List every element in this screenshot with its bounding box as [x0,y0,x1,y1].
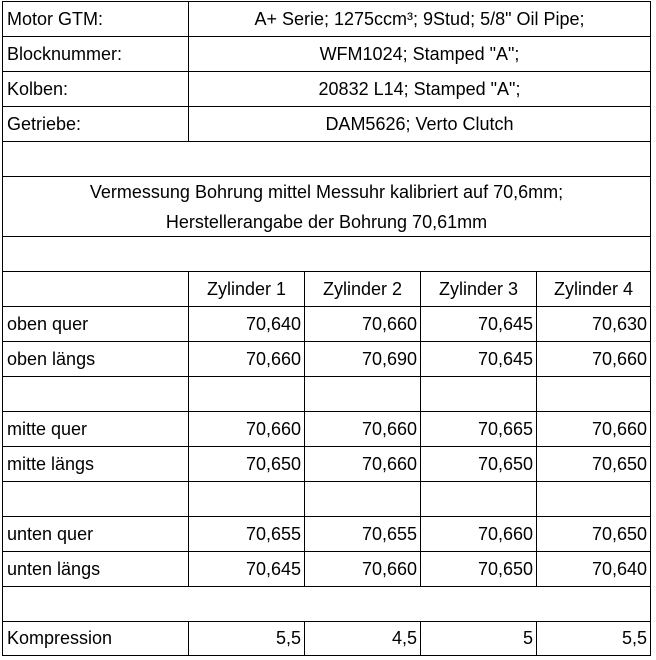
table-row [3,517,650,552]
table-row [3,342,650,377]
table-cell: 70,645 [420,342,536,376]
piston-label: Kolben: [7,78,69,99]
note-text [3,177,650,236]
empty-cell [304,482,420,516]
compression-value: 5,5 [536,622,650,655]
empty-cell [188,377,304,411]
table-cell: 70,650 [188,447,304,481]
table-row [3,552,650,587]
table-cell: 70,650 [420,552,536,586]
table-row [3,307,650,342]
table-cell: 70,640 [536,552,650,586]
motor-label: Motor GTM: [7,8,104,29]
table-cell: 70,630 [536,307,650,341]
compression-value: 5,5 [188,622,304,655]
piston-value: 20832 L14; Stamped "A"; [188,72,650,106]
table-cell: 70,660 [304,412,420,446]
table-cell: 70,660 [536,412,650,446]
empty-row [3,142,650,177]
table-cell: 70,650 [536,517,650,551]
spreadsheet [2,1,651,656]
table-cell: 70,660 [188,412,304,446]
spacer-row [3,482,650,517]
table-cell: 70,660 [304,552,420,586]
table-cell: 70,660 [536,342,650,376]
row-label: oben längs [7,348,96,369]
note-line-2: Herstellerangabe der Bohrung 70,61mm [165,211,488,232]
table-cell: 70,660 [304,307,420,341]
empty-cell [3,482,188,516]
compression-value: 5 [420,622,536,655]
column-header: Zylinder 1 [188,272,304,306]
column-header: Zylinder 2 [304,272,420,306]
compression-row [3,622,650,655]
empty-cell [420,377,536,411]
note-line-1: Vermessung Bohrung mittel Messuhr kalibriert auf 70,6mm; [89,181,564,202]
block-label: Blocknummer: [7,43,123,64]
empty-row [3,587,650,622]
table-cell: 70,660 [304,447,420,481]
note-row [3,177,650,237]
compression-label: Kompression [7,628,113,648]
motor-row [3,2,650,37]
empty-cell [188,482,304,516]
table-cell: 70,690 [304,342,420,376]
table-cell: 70,665 [420,412,536,446]
table-cell: 70,650 [420,447,536,481]
spacer-row [3,377,650,412]
gearbox-label: Getriebe: [7,113,82,134]
block-value: WFM1024; Stamped "A"; [188,37,650,71]
empty-row [3,237,650,272]
table-cell: 70,645 [420,307,536,341]
table-row [3,447,650,482]
table-cell: 70,645 [188,552,304,586]
gearbox-value: DAM5626; Verto Clutch [188,107,650,141]
column-header: Zylinder 4 [536,272,650,306]
empty-cell [304,377,420,411]
table-cell: 70,660 [420,517,536,551]
empty-cell [536,377,650,411]
column-header-row [3,272,650,307]
column-header: Zylinder 3 [420,272,536,306]
block-row [3,37,650,72]
row-label: oben quer [7,313,89,334]
row-label: unten quer [7,523,94,544]
row-label: mitte längs [7,453,95,474]
table-cell: 70,650 [536,447,650,481]
table-cell: 70,660 [188,342,304,376]
piston-row [3,72,650,107]
table-cell: 70,655 [188,517,304,551]
gearbox-row [3,107,650,142]
empty-cell [420,482,536,516]
table-cell: 70,655 [304,517,420,551]
row-label: unten längs [7,558,101,579]
motor-value: A+ Serie; 1275ccm³; 9Stud; 5/8" Oil Pipe; [188,2,650,36]
row-label: mitte quer [7,418,88,439]
table-row [3,412,650,447]
empty-cell [3,377,188,411]
compression-value: 4,5 [304,622,420,655]
empty-cell [536,482,650,516]
table-cell: 70,640 [188,307,304,341]
row-header-cell [3,272,188,306]
